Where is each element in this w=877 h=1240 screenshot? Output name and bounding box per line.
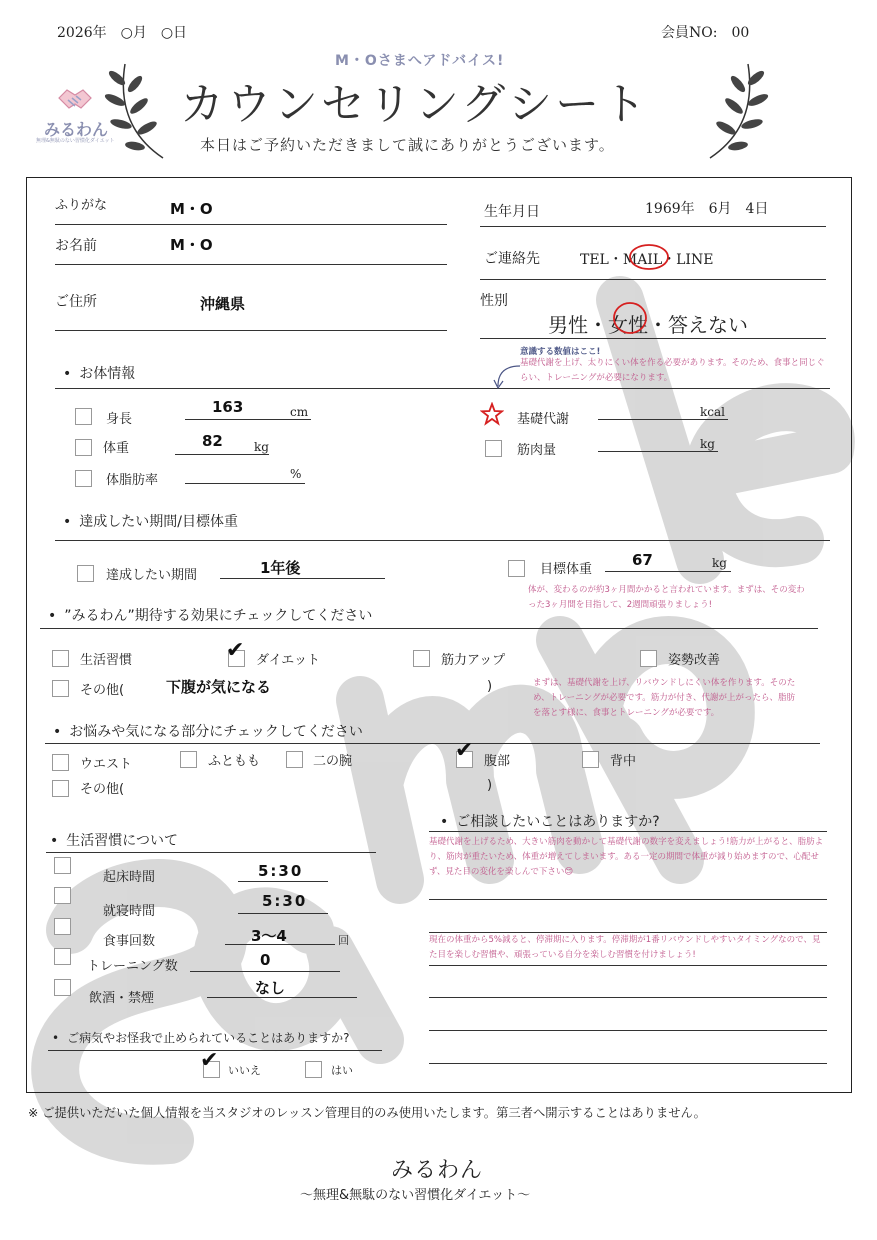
target-line [605,571,731,572]
weight-label: 体重 [103,441,130,456]
concerns-line [45,743,820,744]
weight-unit: kg [254,440,269,454]
drink-checkbox[interactable] [54,979,71,996]
footer-tagline: 〜無理&無駄のない習慣化ダイエット〜 [300,1188,531,1203]
consult-line-3 [429,965,827,966]
drink-value[interactable]: なし [255,979,286,997]
consult-line-1 [429,899,827,900]
period-line [220,578,385,579]
gender-label: 性別 [480,293,508,309]
consult-note-1: 基礎代謝を上げるため、大きい筋肉を動かして基礎代謝の数字を変えましょう!筋力が上がると、脂肪より、筋肉が重たいため、体重が増えてしまいます。ある一定の期間で体重が減り始めますので、心配せず、見た目の変化を楽しんで下さい😊 [429,837,824,877]
meals-value[interactable]: 3〜4 [251,927,287,945]
target-checkbox[interactable] [508,560,525,577]
footer-brand: みるわん [391,1158,484,1183]
name-value[interactable]: M・O [170,236,213,254]
handshake-icon [56,84,94,116]
period-value[interactable]: 1年後 [260,559,301,577]
body-info-title: • お体情報 [63,363,135,383]
bmr-line [598,419,728,420]
effects-title: • ”みるわん”期待する効果にチェックしてください [48,605,372,625]
consult-line-6 [429,1063,827,1064]
logo-name: みるわん [44,120,109,139]
address-line [55,330,447,331]
address-label: ご住所 [55,294,97,310]
fat-checkbox[interactable] [75,470,92,487]
height-label: 身長 [106,412,133,427]
birth-value[interactable]: 1969年 6月 4日 [645,201,769,217]
birth-line [480,226,826,227]
medical-no-label: いいえ [228,1064,261,1077]
gender-selected-circle [610,300,654,340]
target-value[interactable]: 67 [632,551,653,569]
diet-check-icon: ✔ [226,638,245,663]
effect-other-value[interactable]: 下腹が気になる [166,678,272,696]
target-unit: kg [712,556,727,570]
bmr-label: 基礎代謝 [517,412,570,427]
medical-yes-checkbox[interactable] [305,1061,322,1078]
gender-line [480,338,826,339]
muscle-unit: kg [700,437,715,451]
effect-checkbox-other[interactable] [52,680,69,697]
page-title: カウンセリングシート [180,79,650,130]
effects-line [40,628,818,629]
consult-title-line [429,831,827,832]
sleep-label: 就寝時間 [103,904,156,919]
effects-note: まずは、基礎代謝を上げ、リバウンドしにくい体を作ります。そのため、トレーニングが必要です。筋力が付き、代謝が上がったら、脂肪を落とす様に、食事とトレーニングが必要です。 [533,678,796,718]
address-value[interactable]: 沖縄県 [200,295,246,313]
concern-checkbox-thigh[interactable] [180,751,197,768]
medical-yes-label: はい [331,1064,353,1077]
concern-other-close: ) [487,778,493,793]
fat-line [185,483,305,484]
contact-line [480,279,826,280]
meals-line [225,944,335,945]
concern-label-waist: ウエスト [80,757,133,772]
sleep-checkbox[interactable] [54,887,71,904]
birth-label: 生年月日 [484,204,540,220]
medical-no-check-icon: ✔ [200,1048,219,1073]
fat-label: 体脂肪率 [106,473,159,488]
muscle-line [598,451,718,452]
meals-unit: 回 [338,934,349,947]
goal-note: 体が、変わるのが約3ヶ月間かかると言われています。まずは、その変わった3ヶ月間を目指して、2週間頑張りましょう! [528,585,805,610]
lifestyle-title: • 生活習慣について [50,830,178,850]
muscle-checkbox[interactable] [485,440,502,457]
effect-label-posture: 姿勢改善 [668,653,721,668]
height-value[interactable]: 163 [212,398,244,416]
goal-title: • 達成したい期間/目標体重 [63,511,238,531]
effect-label-lifestyle: 生活習慣 [80,653,133,668]
meals-label: 食事回数 [103,934,156,949]
contact-label: ご連絡先 [484,251,540,267]
effect-checkbox-posture[interactable] [640,650,657,667]
laurel-right-icon [700,58,770,163]
body-note: 基礎代謝を上げ、太りにくい体を作る必要があります。そのため、食事と同じぐらい、トレーニングが必要になります。 [520,358,825,383]
concern-checkbox-waist[interactable] [52,754,69,771]
drink-label: 飲酒・禁煙 [89,991,155,1006]
wake-label: 起床時間 [103,870,156,885]
training-label: トレーニング数 [87,959,178,974]
consult-line-5 [429,1030,827,1031]
meals-checkbox[interactable] [54,918,71,935]
star-icon [480,402,504,426]
concern-label-back: 背中 [610,754,637,769]
height-line [185,419,311,420]
furigana-label: ふりがな [55,198,108,213]
sleep-line [238,913,328,914]
contact-value[interactable]: TEL・MAIL・LINE [580,252,714,268]
concern-label-thigh: ふともも [208,754,261,769]
body-note-title: 意識する数値はここ! [520,347,601,357]
laurel-left-icon [103,58,173,163]
page-subtitle: 本日はご予約いただきまして誠にありがとうございます。 [200,136,615,154]
effect-other-close: ) [487,679,493,694]
fat-unit: % [290,467,302,481]
effect-other-label: その他( [80,683,125,698]
lifestyle-line [46,852,376,853]
period-checkbox[interactable] [77,565,94,582]
wake-checkbox[interactable] [54,857,71,874]
sleep-value[interactable]: 5:30 [262,892,308,910]
training-line [190,971,340,972]
name-line [55,264,447,265]
date-field: 2026年 ○月 ○日 [57,25,188,41]
logo-tagline: 無理&無駄のない習慣化ダイエット [36,138,115,144]
training-checkbox[interactable] [54,948,71,965]
consult-note-2: 現在の体重から5%減ると、停滞期に入ります。停滞期が1番リバウンドしやすいタイミングなので、見た目を楽しむ習慣や、頑張っている自分を楽しむ習慣を付けましょう! [429,935,821,960]
weight-value[interactable]: 82 [202,432,223,450]
concerns-title: • お悩みや気になる部分にチェックしてください [53,721,363,741]
concern-other-label: その他( [80,782,125,797]
furigana-line [55,224,447,225]
concern-label-arm: 二の腕 [313,754,353,769]
privacy-disclaimer: ※ ご提供いただいた個人情報を当スタジオのレッスン管理目的のみ使用いたします。第三者へ開示することはありません。 [28,1106,706,1120]
effect-label-diet: ダイエット [256,653,320,668]
muscle-label: 筋肉量 [517,443,557,458]
advice-title: M・Oさまへアドバイス! [335,53,505,69]
effect-checkbox-strength[interactable] [413,650,430,667]
goal-line [55,540,830,541]
effect-label-strength: 筋力アップ [441,653,506,668]
furigana-value[interactable]: M・O [170,200,213,218]
gender-value[interactable]: 男性・女性・答えない [548,313,748,337]
concern-checkbox-arm[interactable] [286,751,303,768]
consult-title: • ご相談したいことはありますか? [440,811,660,831]
arrow-icon [488,362,522,392]
concern-label-abdomen: 腹部 [484,754,511,769]
member-number: 会員NO: 00 [661,25,750,41]
abdomen-check-icon: ✔ [455,738,474,763]
wake-value[interactable]: 5:30 [258,862,304,880]
weight-line [175,454,269,455]
target-label: 目標体重 [540,562,593,577]
wake-line [238,881,328,882]
weight-checkbox[interactable] [75,439,92,456]
drink-line [207,997,357,998]
period-label: 達成したい期間 [106,568,198,583]
height-checkbox[interactable] [75,408,92,425]
body-info-line [55,388,830,389]
training-value[interactable]: 0 [260,951,271,969]
effect-checkbox-lifestyle[interactable] [52,650,69,667]
contact-selected-circle [627,242,671,272]
concern-checkbox-back[interactable] [582,751,599,768]
name-label: お名前 [55,238,97,254]
bmr-unit: kcal [700,405,725,419]
medical-question: • ご病気やお怪我で止められていることはありますか? [52,1029,349,1046]
consult-line-4 [429,997,827,998]
concern-checkbox-other[interactable] [52,780,69,797]
height-unit: cm [290,405,309,419]
